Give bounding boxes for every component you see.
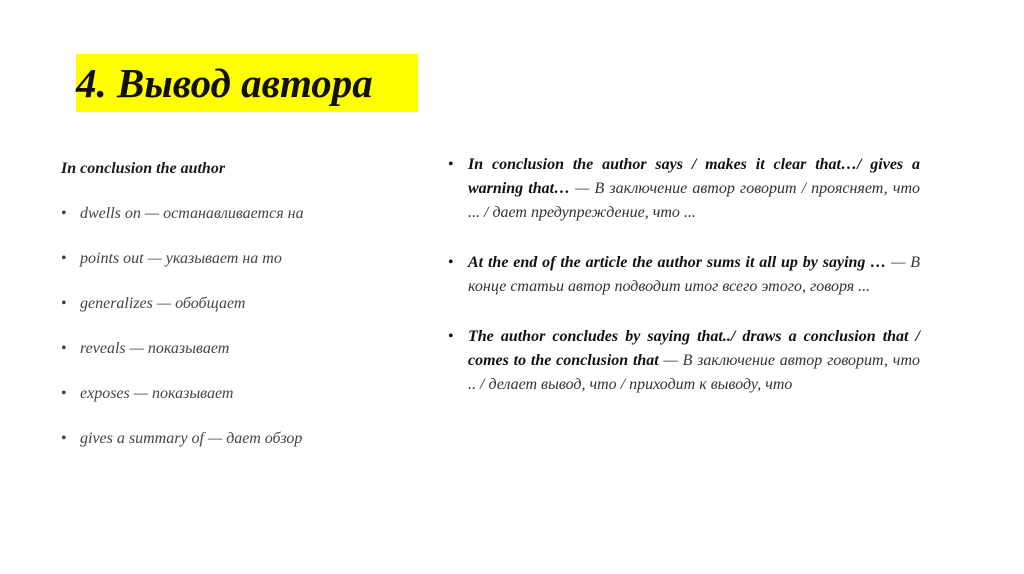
bullet-icon: •	[448, 254, 454, 271]
bullet-icon: •	[61, 250, 67, 267]
list-item-text: exposes — показывает	[80, 385, 234, 402]
russian-translation: — В заключение автор говорит / проясняет, что ... / дает предупреждение, что ...	[468, 180, 920, 221]
list-item-text: points out — указывает на то	[80, 250, 282, 267]
bullet-icon: •	[61, 430, 67, 447]
list-item	[448, 251, 920, 299]
russian-translation: — В заключение автор говорит, что .. / делает вывод, что / приходит к выводу, что	[468, 352, 920, 393]
list-item-text: dwells on — останавливается на	[80, 205, 304, 222]
list-item	[61, 428, 391, 450]
english-phrase: In conclusion the author says / makes it clear that…/ gives a warning that…	[468, 156, 920, 197]
bullet-icon: •	[448, 328, 454, 345]
bullet-icon: •	[448, 156, 454, 173]
right-column	[448, 153, 920, 423]
phrase-list	[61, 203, 391, 450]
english-phrase: The author concludes by saying that../ draws a conclusion that / comes to the conclusion that	[468, 328, 920, 369]
list-item	[61, 383, 391, 405]
russian-translation: — В конце статьи автор подводит итог всего этого, говоря ...	[468, 254, 921, 295]
page-title: 4. Вывод автора	[76, 60, 373, 106]
list-item	[61, 338, 391, 360]
list-item	[61, 248, 391, 270]
list-item-text: gives a summary of — дает обзор	[80, 430, 303, 447]
list-item-text: reveals — показывает	[80, 340, 230, 357]
list-item-text: generalizes — обобщает	[80, 295, 246, 312]
sentence-list	[448, 153, 920, 397]
bullet-icon: •	[61, 205, 67, 222]
list-item	[61, 203, 391, 225]
left-heading: In conclusion the author	[61, 160, 226, 177]
left-column	[61, 158, 391, 473]
bullet-icon: •	[61, 295, 67, 312]
english-phrase: At the end of the article the author sums it all up by saying …	[468, 254, 887, 271]
bullet-icon: •	[61, 340, 67, 357]
list-item	[448, 153, 920, 225]
list-item	[448, 325, 920, 397]
list-item	[61, 293, 391, 315]
bullet-icon: •	[61, 385, 67, 402]
